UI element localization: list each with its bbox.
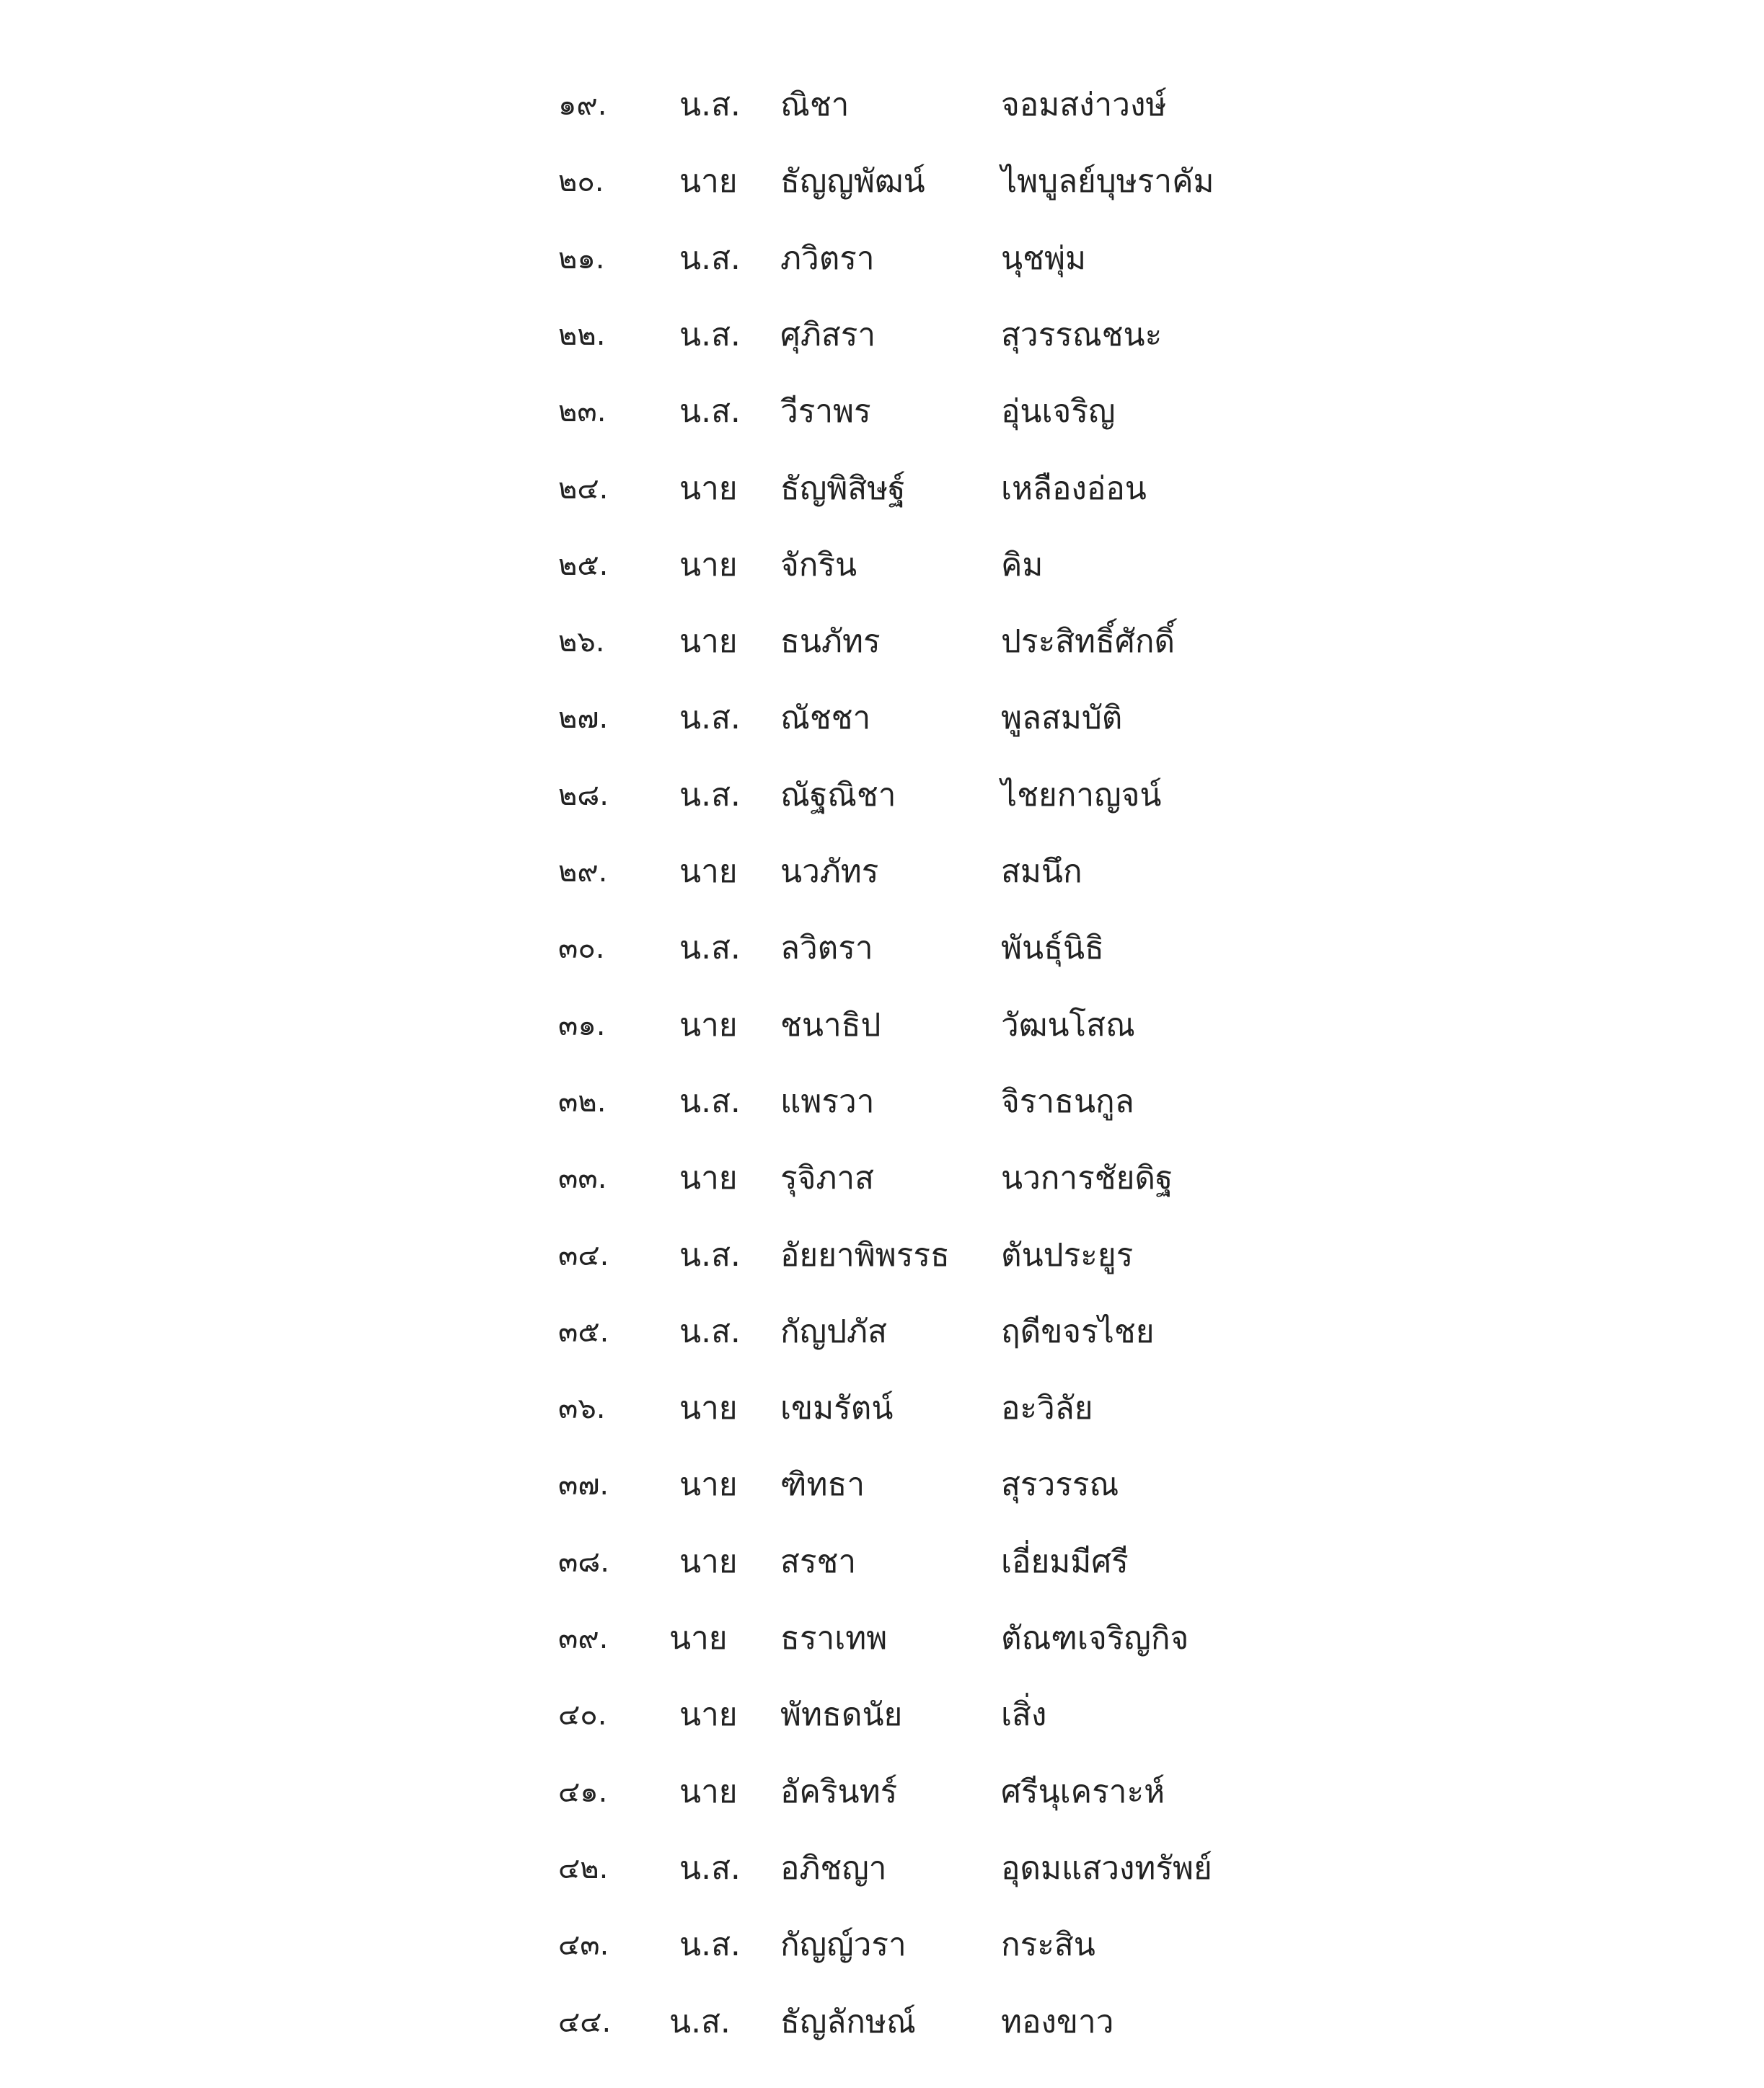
first-name: ชนาธิป — [780, 1007, 881, 1044]
first-name: กัญปภัส — [780, 1313, 887, 1350]
list-item — [0, 1600, 1764, 1677]
first-name: อัยยาพิพรรธ — [780, 1237, 950, 1274]
item-number: ๓๐. — [558, 932, 605, 965]
list-item — [0, 144, 1764, 220]
item-number: ๓๘. — [558, 1546, 609, 1579]
last-name: พันธุ์นิธิ — [1001, 930, 1104, 966]
last-name: จอมสง่าวงษ์ — [1001, 87, 1167, 123]
first-name: ณิชา — [780, 87, 850, 123]
item-number: ๔๓. — [558, 1929, 609, 1962]
name-title: นาย — [679, 1390, 738, 1427]
name-title: น.ส. — [679, 393, 741, 430]
last-name: ไพบูลย์บุษราคัม — [1001, 163, 1214, 200]
list-item — [0, 1984, 1764, 2061]
last-name: อุดมแสวงทรัพย์ — [1001, 1850, 1212, 1887]
first-name: จักริน — [780, 547, 857, 583]
last-name: ศรีนุเคราะห์ — [1001, 1774, 1165, 1810]
last-name: ประสิทธิ์ศักดิ์ — [1001, 623, 1176, 660]
last-name: เหลืองอ่อน — [1001, 470, 1147, 507]
first-name: แพรวา — [780, 1083, 875, 1120]
list-item — [0, 604, 1764, 680]
list-item — [0, 910, 1764, 987]
first-name: เขมรัตน์ — [780, 1390, 894, 1427]
list-item — [0, 757, 1764, 834]
first-name: นวภัทร — [780, 853, 879, 890]
item-number: ๒๑. — [558, 242, 605, 276]
last-name: คิม — [1001, 547, 1044, 583]
item-number: ๓๓. — [558, 1162, 607, 1195]
item-number: ๒๒. — [558, 319, 606, 352]
name-title: นาย — [679, 1160, 738, 1197]
item-number: ๒๔. — [558, 472, 609, 506]
last-name: ตันประยูร — [1001, 1237, 1134, 1274]
item-number: ๓๒. — [558, 1085, 607, 1119]
item-number: ๓๗. — [558, 1468, 609, 1502]
item-number: ๒๖. — [558, 625, 605, 658]
name-title: นาย — [679, 470, 738, 507]
item-number: ๓๕. — [558, 1316, 609, 1349]
last-name: จิราธนกูล — [1001, 1083, 1134, 1120]
name-title: นาย — [679, 1774, 738, 1810]
last-name: กระสิน — [1001, 1926, 1095, 1963]
name-title: น.ส. — [679, 1083, 741, 1120]
first-name: สรชา — [780, 1543, 857, 1580]
last-name: นุชพุ่ม — [1001, 240, 1086, 277]
first-name: ภวิตรา — [780, 240, 875, 277]
name-title: นาย — [679, 163, 738, 200]
last-name: ทองขาว — [1001, 2004, 1114, 2040]
name-title: น.ส. — [679, 1850, 741, 1887]
list-item — [0, 834, 1764, 910]
item-number: ๒๗. — [558, 702, 609, 735]
last-name: วัฒนโสณ — [1001, 1007, 1135, 1044]
list-item — [0, 680, 1764, 757]
name-title: นาย — [679, 1543, 738, 1580]
list-item — [0, 451, 1764, 527]
last-name: พูลสมบัติ — [1001, 700, 1123, 736]
item-number: ๒๙. — [558, 855, 608, 889]
last-name: นวการชัยดิฐ — [1001, 1160, 1173, 1197]
last-name: สุวรรณชนะ — [1001, 317, 1163, 353]
first-name: ศุภิสรา — [780, 317, 876, 353]
item-number: ๒๓. — [558, 395, 607, 428]
last-name: ฤดีขจรไชย — [1001, 1313, 1155, 1350]
name-title: น.ส. — [679, 700, 741, 736]
list-item — [0, 221, 1764, 297]
list-item — [0, 1064, 1764, 1140]
last-name: เอี่ยมมีศรี — [1001, 1543, 1129, 1580]
list-item — [0, 1524, 1764, 1600]
last-name: สุรวรรณ — [1001, 1466, 1119, 1503]
name-title: น.ส. — [679, 1926, 741, 1963]
item-number: ๔๑. — [558, 1776, 608, 1809]
last-name: เสิ่ง — [1001, 1696, 1047, 1733]
name-title: น.ส. — [679, 930, 741, 966]
first-name: ณัฐณิชา — [780, 777, 896, 814]
name-title: นาย — [679, 1466, 738, 1503]
list-item — [0, 1831, 1764, 1907]
name-title: น.ส. — [679, 87, 741, 123]
item-number: ๓๖. — [558, 1392, 606, 1425]
item-number: ๑๙. — [558, 89, 607, 122]
last-name: สมนึก — [1001, 853, 1082, 890]
item-number: ๔๒. — [558, 1852, 609, 1885]
list-item — [0, 1217, 1764, 1294]
list-item — [0, 1447, 1764, 1523]
name-title: น.ส. — [679, 777, 741, 814]
list-item — [0, 67, 1764, 144]
first-name: ฑิทธา — [780, 1466, 865, 1503]
first-name: กัญญ์วรา — [780, 1926, 907, 1963]
item-number: ๔๐. — [558, 1699, 607, 1732]
name-title: นาย — [679, 1696, 738, 1733]
first-name: ธราเทพ — [780, 1620, 888, 1657]
name-title: น.ส. — [679, 240, 741, 277]
first-name: ณัชชา — [780, 700, 871, 736]
first-name: วีราพร — [780, 393, 871, 430]
name-title: น.ส. — [679, 1237, 741, 1274]
first-name: รุจิภาส — [780, 1160, 874, 1197]
last-name: อะวิลัย — [1001, 1390, 1093, 1427]
first-name: อัครินทร์ — [780, 1774, 898, 1810]
list-item — [0, 1294, 1764, 1370]
last-name: ตัณฑเจริญกิจ — [1001, 1620, 1189, 1657]
item-number: ๓๑. — [558, 1009, 606, 1042]
item-number: ๒๕. — [558, 549, 609, 582]
name-title: นาย — [679, 1007, 738, 1044]
list-item — [0, 527, 1764, 604]
item-number: ๒๐. — [558, 165, 604, 198]
first-name: ธัญญพัฒน์ — [780, 163, 925, 200]
list-item — [0, 1140, 1764, 1217]
first-name: ธัญพิสิษฐ์ — [780, 470, 906, 507]
list-item — [0, 297, 1764, 374]
first-name: อภิชญา — [780, 1850, 887, 1887]
name-title: นาย — [679, 547, 738, 583]
list-item — [0, 1370, 1764, 1447]
last-name: ไชยกาญจน์ — [1001, 777, 1162, 814]
list-item — [0, 987, 1764, 1064]
first-name: พัทธดนัย — [780, 1696, 903, 1733]
name-title: นาย — [679, 853, 738, 890]
first-name: ธนภัทร — [780, 623, 881, 660]
last-name: อุ่นเจริญ — [1001, 393, 1116, 430]
name-title: นาย — [679, 623, 738, 660]
list-item — [0, 1677, 1764, 1753]
name-title: น.ส. — [679, 1313, 741, 1350]
first-name: ธัญลักษณ์ — [780, 2004, 916, 2040]
first-name: ลวิตรา — [780, 930, 873, 966]
name-title: น.ส. — [679, 317, 741, 353]
item-number: ๔๔. — [558, 2006, 612, 2039]
name-title: นาย — [669, 1620, 728, 1657]
list-item — [0, 1754, 1764, 1831]
list-item — [0, 374, 1764, 450]
list-item — [0, 1907, 1764, 1983]
item-number: ๓๔. — [558, 1239, 609, 1272]
name-title: น.ส. — [669, 2004, 731, 2040]
item-number: ๓๙. — [558, 1622, 609, 1655]
item-number: ๒๘. — [558, 779, 609, 812]
